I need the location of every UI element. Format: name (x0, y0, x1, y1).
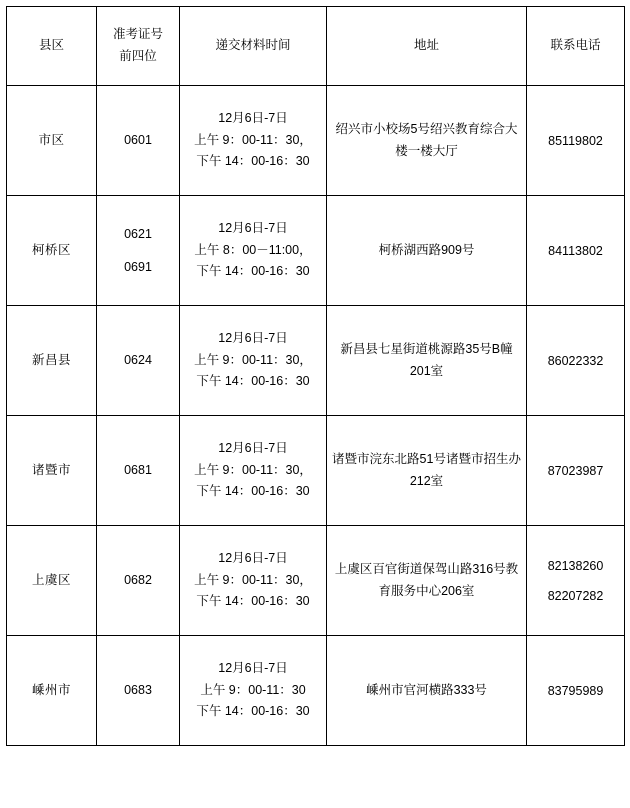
time-line-date: 12月6日-7日 (218, 220, 288, 235)
time-line-morning: 上午 9：00-11：30， (194, 462, 312, 477)
time-line-afternoon: 下午 14：00-16：30 (196, 154, 310, 169)
cell-code (97, 416, 180, 526)
cell-address: 绍兴市小校场5号绍兴教育综合大楼一楼大厅 (327, 86, 527, 196)
cell-time (180, 86, 327, 196)
header-address-line-1: 地址 (413, 38, 439, 53)
header-row (7, 7, 625, 86)
time-line-morning: 上午 9：00-11：30， (194, 572, 312, 587)
cell-county: 市区 (7, 86, 97, 196)
cell-code (97, 526, 180, 636)
cell-county: 诸暨市 (7, 416, 97, 526)
header-time-line-1: 递交材料时间 (215, 38, 291, 53)
table-row (7, 306, 625, 416)
header-cell-time (180, 7, 327, 86)
cell-phone (527, 636, 625, 746)
phone-value: 87023987 (547, 463, 604, 478)
code-value: 0683 (124, 683, 152, 698)
header-cell-county (7, 7, 97, 86)
time-line-afternoon: 下午 14：00-16：30 (196, 374, 310, 389)
cell-phone (527, 306, 625, 416)
code-value: 0681 (124, 463, 152, 478)
cell-phone (527, 86, 625, 196)
table-row (7, 196, 625, 306)
cell-code (97, 196, 180, 306)
cell-county: 柯桥区 (7, 196, 97, 306)
cell-code (97, 86, 180, 196)
cell-address: 嵊州市官河横路333号 (327, 636, 527, 746)
code-value-secondary: 0691 (124, 259, 152, 274)
header-county-line-1: 县区 (38, 38, 64, 53)
code-value: 0601 (124, 133, 152, 148)
time-line-afternoon: 下午 14：00-16：30 (196, 264, 310, 279)
header-cell-code (97, 7, 180, 86)
phone-value: 83795989 (547, 683, 604, 698)
header-code-line-1: 准考证号 (112, 27, 163, 42)
time-line-morning: 上午 9：00-11：30， (194, 352, 312, 367)
cell-code (97, 306, 180, 416)
table-row (7, 416, 625, 526)
table-row (7, 86, 625, 196)
cell-time (180, 416, 327, 526)
code-value: 0682 (124, 573, 152, 588)
time-line-date: 12月6日-7日 (218, 550, 288, 565)
table-row (7, 636, 625, 746)
cell-code (97, 636, 180, 746)
time-line-morning: 上午 8：00－11:00， (194, 242, 312, 257)
header-cell-phone (527, 7, 625, 86)
cell-address: 柯桥湖西路909号 (327, 196, 527, 306)
time-line-date: 12月6日-7日 (218, 660, 288, 675)
cell-county: 上虞区 (7, 526, 97, 636)
time-line-morning: 上午 9：00-11：30， (194, 132, 312, 147)
phone-value-secondary: 82207282 (547, 588, 604, 603)
phone-value: 84113802 (548, 243, 603, 258)
header-cell-address (327, 7, 527, 86)
cell-phone (527, 416, 625, 526)
cell-time (180, 306, 327, 416)
phone-value: 85119802 (548, 133, 603, 148)
time-line-date: 12月6日-7日 (218, 110, 288, 125)
time-line-date: 12月6日-7日 (218, 330, 288, 345)
code-value: 0621 (124, 227, 152, 241)
cell-address: 上虞区百官街道保驾山路316号教育服务中心206室 (327, 526, 527, 636)
cell-time (180, 636, 327, 746)
registration-sites-table (6, 6, 625, 746)
cell-address: 诸暨市浣东北路51号诸暨市招生办212室 (327, 416, 527, 526)
cell-time (180, 196, 327, 306)
phone-value: 86022332 (547, 353, 604, 368)
cell-phone (527, 526, 625, 636)
cell-county: 新昌县 (7, 306, 97, 416)
table-row (7, 526, 625, 636)
code-value: 0624 (124, 353, 152, 368)
cell-address: 新昌县七星街道桃源路35号B幢201室 (327, 306, 527, 416)
table-body (7, 86, 625, 746)
cell-time (180, 526, 327, 636)
cell-county: 嵊州市 (7, 636, 97, 746)
phone-value: 82138260 (547, 558, 604, 573)
time-line-date: 12月6日-7日 (218, 440, 288, 455)
time-line-afternoon: 下午 14：00-16：30 (196, 594, 310, 609)
time-line-afternoon: 下午 14：00-16：30 (196, 484, 310, 499)
header-phone-line-1: 联系电话 (550, 38, 601, 53)
cell-phone (527, 196, 625, 306)
time-line-afternoon: 下午 14：00-16：30 (196, 704, 310, 719)
table-header (7, 7, 625, 86)
time-line-morning: 上午 9：00-11：30 (200, 682, 306, 697)
header-code-line-2: 前四位 (119, 49, 157, 63)
